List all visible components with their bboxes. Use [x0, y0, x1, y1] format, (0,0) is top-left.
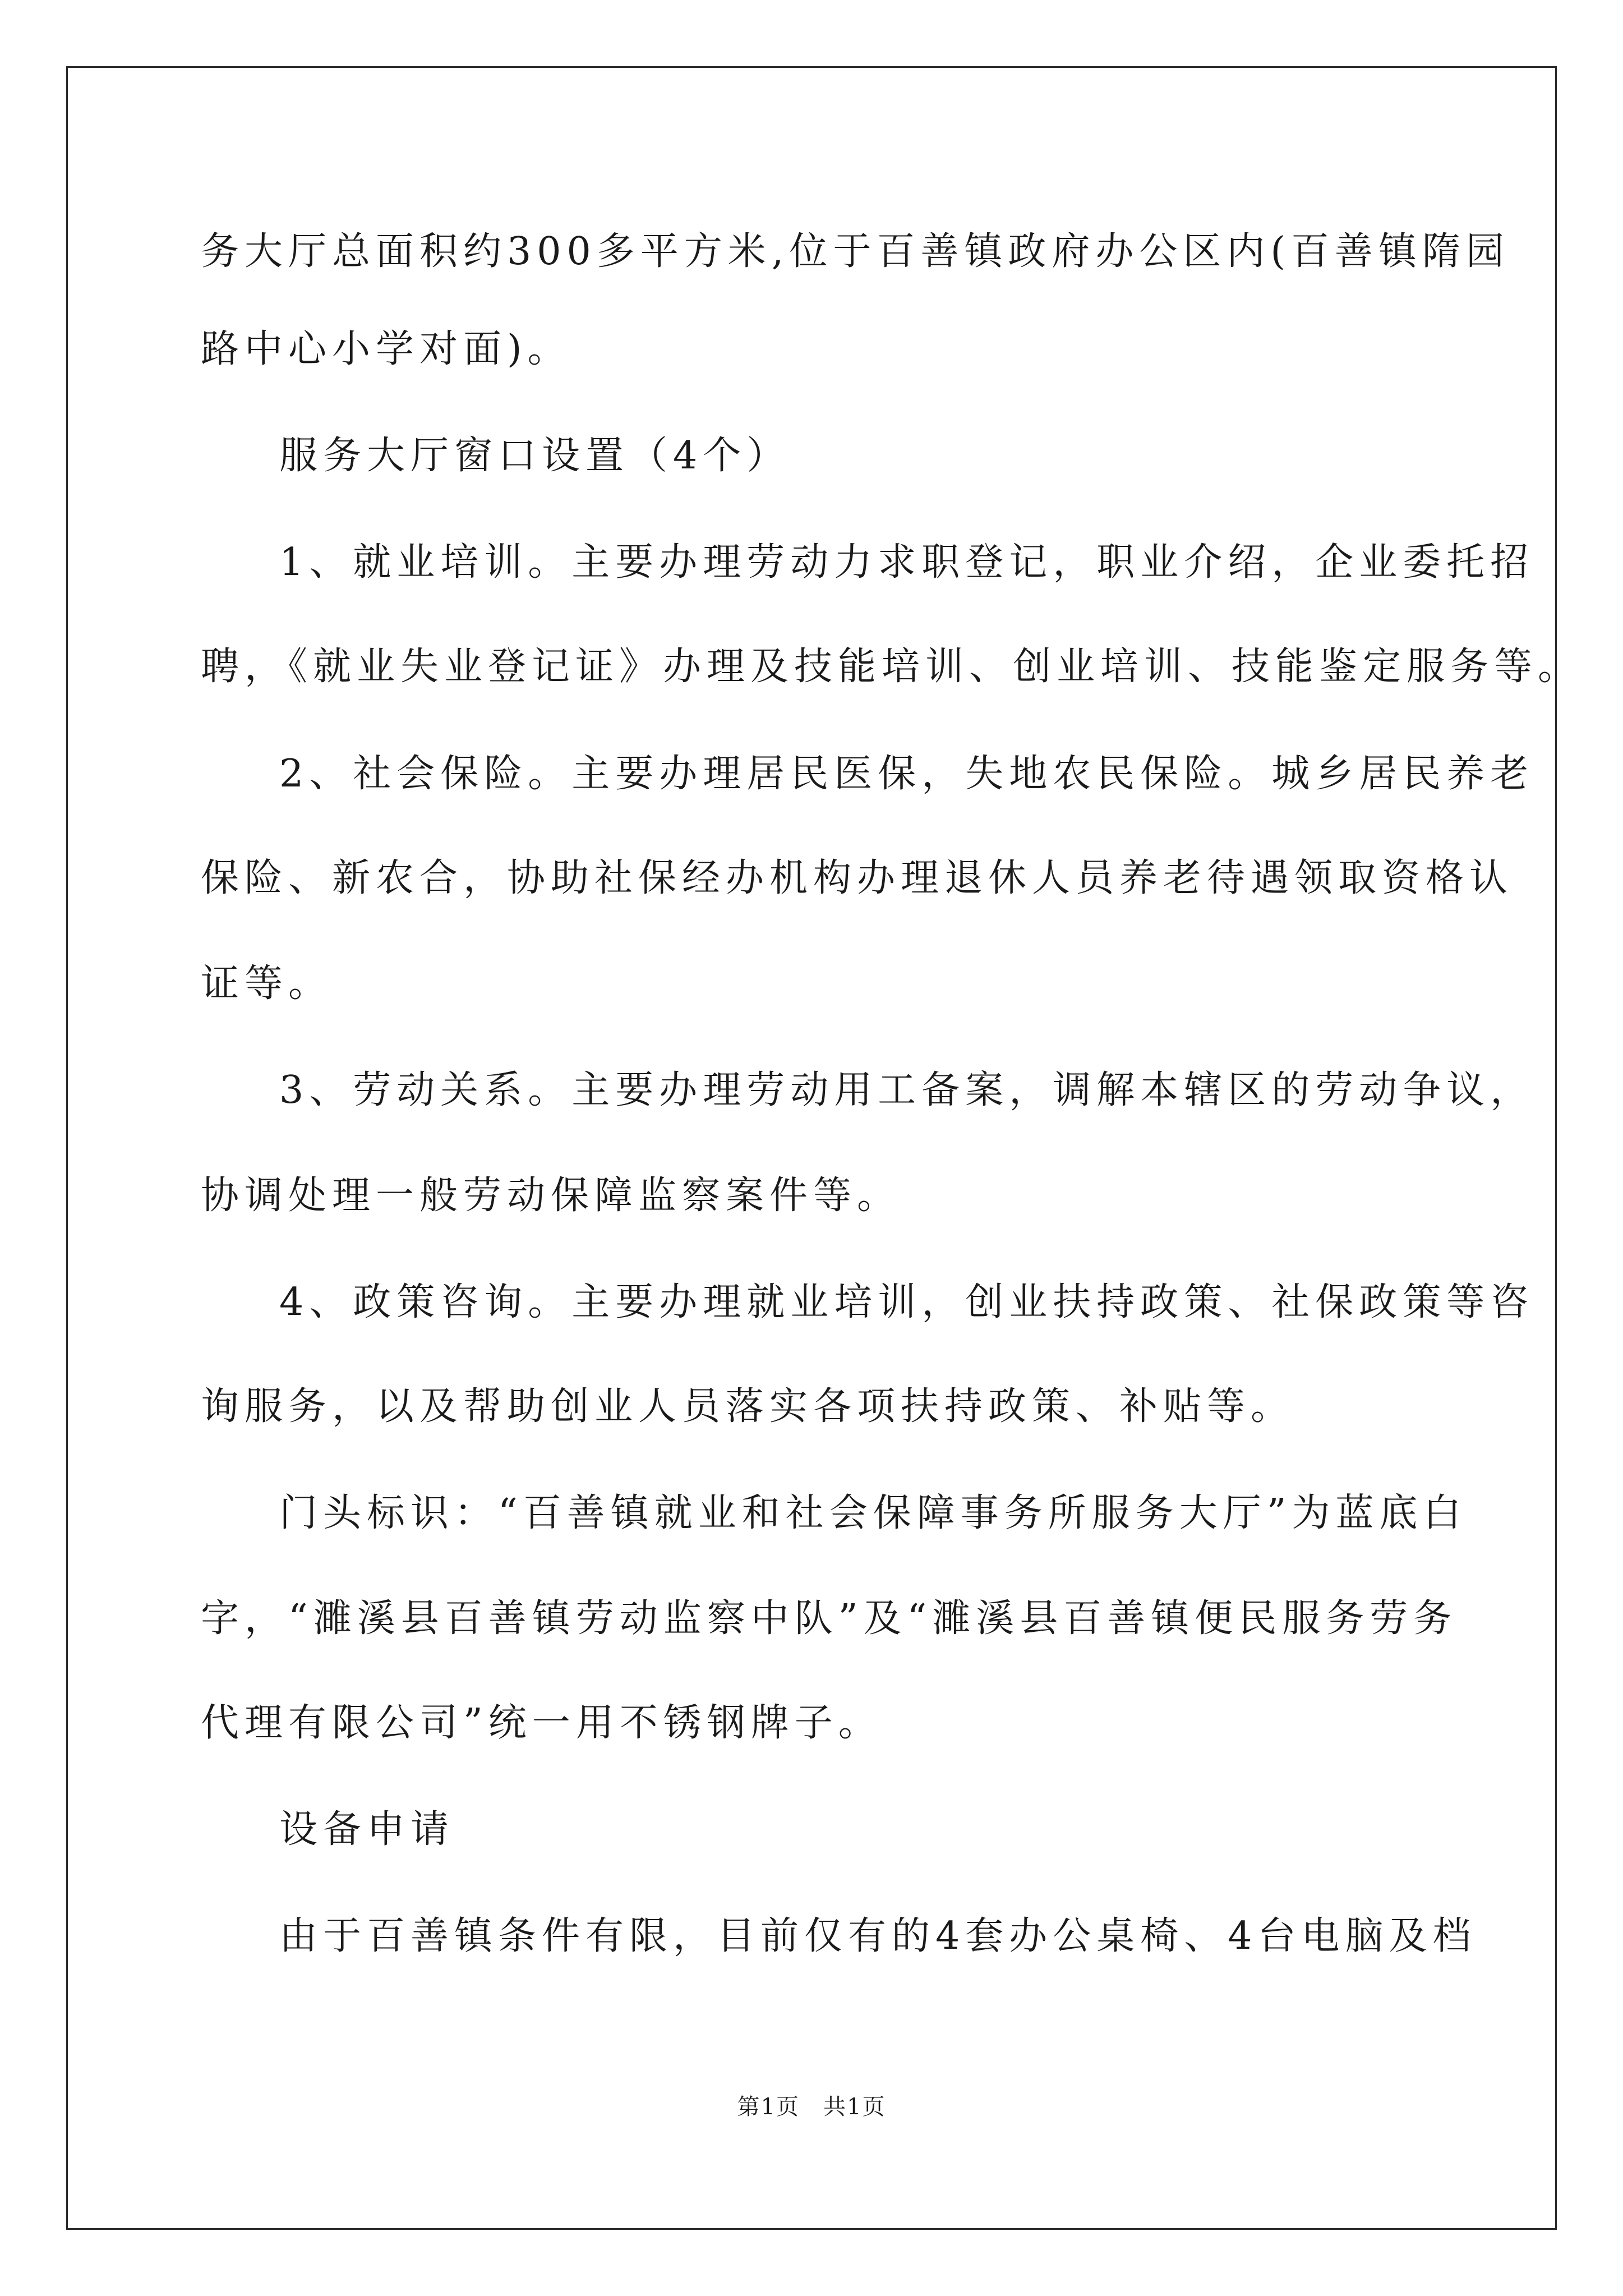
item-4-line-1: 4、政策咨询。主要办理就业培训，创业扶持政策、社保政策等咨	[279, 1280, 1534, 1324]
intro-line-2: 路中心小学对面)。	[201, 327, 571, 371]
intro-line-1: 务大厅总面积约300多平方米,位于百善镇政府办公区内(百善镇隋园	[201, 229, 1510, 274]
item-2-line-1: 2、社会保险。主要办理居民医保，失地农民保险。城乡居民养老	[279, 752, 1534, 796]
signage-line-2: 字，“濉溪县百善镇劳动监察中队”及“濉溪县百善镇便民服务劳务	[201, 1596, 1458, 1641]
item-1-line-1: 1、就业培训。主要办理劳动力求职登记，职业介绍，企业委托招	[279, 540, 1534, 585]
signage-line-1: 门头标识：“百善镇就业和社会保障事务所服务大厅”为蓝底白	[279, 1491, 1467, 1535]
item-4-line-2: 询服务，以及帮助创业人员落实各项扶持政策、补贴等。	[201, 1384, 1295, 1429]
item-3-line-1: 3、劳动关系。主要办理劳动用工备案，调解本辖区的劳动争议，	[279, 1068, 1534, 1112]
item-1-line-2: 聘，《就业失业登记证》办理及技能培训、创业培训、技能鉴定服务等。	[201, 645, 1582, 689]
equipment-heading: 设备申请	[279, 1807, 455, 1852]
item-2-line-3: 证等。	[201, 961, 333, 1006]
equipment-line-1: 由于百善镇条件有限，目前仅有的4套办公桌椅、4台电脑及档	[279, 1914, 1477, 1958]
item-3-line-2: 协调处理一般劳动保障监察案件等。	[201, 1174, 901, 1218]
windows-heading: 服务大厅窗口设置（4个）	[279, 434, 791, 478]
item-2-line-2: 保险、新农合，协助社保经办机构办理退休人员养老待遇领取资格认	[201, 856, 1514, 900]
page-number: 第1页 共1页	[737, 2094, 886, 2120]
page-frame	[66, 66, 1557, 2230]
signage-line-3: 代理有限公司”统一用不锈钢牌子。	[201, 1701, 882, 1745]
